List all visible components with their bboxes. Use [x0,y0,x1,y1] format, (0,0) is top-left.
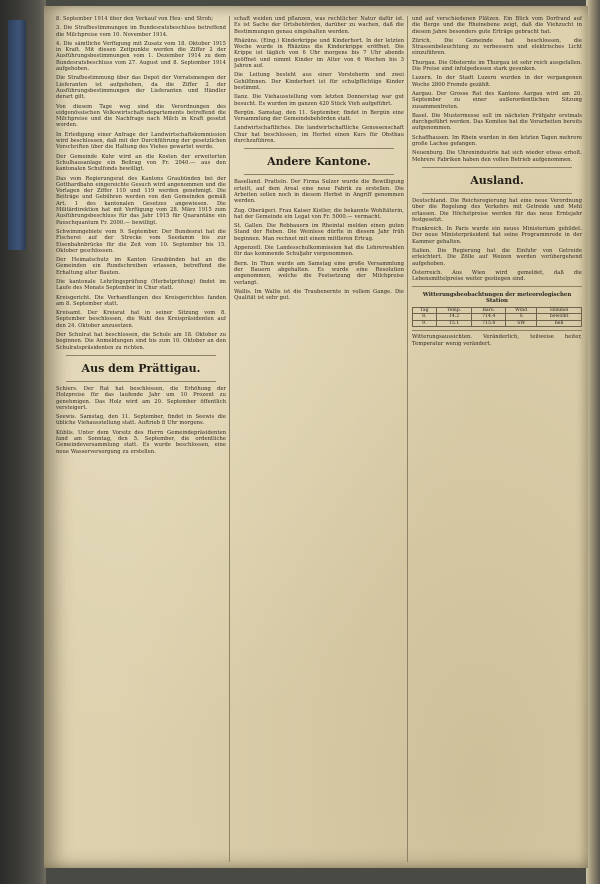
article-paragraph: Bergün. Samstag, den 11. September, findet in Bergün eine Versammlung der Gemeindebehörden statt. [234,109,404,123]
article-paragraph: Basel. Die Mustermesse soll im nächsten Frühjahr erstmals durchgeführt werden. Das Komitee hat die Vorarbeiten bereits aufgenommen. [412,112,582,132]
table-header: Himmel [537,307,582,314]
table-cell: 9. [413,320,437,327]
article-paragraph: Zug. Oberägeri. Frau Kaiser Kistler, die bekannte Wohltäterin, hat der Gemeinde ein Legat von Fr. 5000.— vermacht. [234,207,404,220]
table-header: Wind [506,307,537,314]
article-paragraph: Wallis. Im Wallis ist die Traubenernte in vollem Gange. Die Qualität ist sehr gut. [234,288,404,302]
binding-label-stripe [8,20,26,250]
table-cell: 715.8 [472,320,506,327]
article-paragraph: Bern. In Thun wurde am Samstag eine große Versammlung der Bauern abgehalten. Es wurde eine Resolution angenommen, welche die Festsetzung der Milchpreise verlangt. [234,260,404,286]
table-row [413,320,582,327]
article-paragraph: Witterungsaussichten. Veränderlich, teilweise heiter, Temperatur wenig verändert. [412,334,582,347]
article-paragraph: 4. Die sämtliche Verfügung mit Zusatz vom 18. Oktober 1915 in Kraft. Mit diesen Zeitpunkte werden die Ziffer 2 der Ausführungsbestimmungen vom 1. Dezember 1914 zu dem Bundesratsbeschluss vom 27. August und 8. September 1914 aufgehoben. [56,40,226,73]
table-header: Baro. [472,307,506,314]
section-divider [422,193,572,194]
section-divider [244,174,394,175]
article-paragraph: St. Gallen. Die Rebbauern im Rheintal melden einen guten Stand der Reben. Die Weinlese dürfte in diesem Jahr früh beginnen. Man rechnet mit einem mittleren Ertrag. [234,223,404,242]
article-paragraph: Luzern. In der Stadt Luzern wurden in der vergangenen Woche 2800 Fremde gezählt. [412,75,582,88]
article-paragraph: Ilanz. Die Viehausstellung vom letzten Donnerstag war gut besucht. Es wurden im ganzen 420 Stück Vieh aufgeführt. [234,94,404,107]
newspaper-page [44,6,588,868]
article-paragraph: schaft weiden und pflanzen, was rechtlicher Natur dafür ist. Es ist Sache der Ortsbehörden, darüber zu wachen, daß die Bestimmungen genau eingehalten werden. [234,16,404,35]
article-paragraph: Der Heimatschutz im Kanton Graubünden hat an die Gemeinden ein Rundschreiben erlassen, betreffend die Erhaltung alter Bauten. [56,257,226,276]
column-2 [234,16,404,862]
section-divider [66,381,216,382]
table-cell: bewölkt [537,314,582,321]
article-paragraph: Von diesem Tage weg sind die Verordnungen des eidgenössischen Volkswirtschaftsdepartements betreffend die Milchpreise und die Nachfrage nach Milch in Kraft gesetzt worden. [56,103,226,129]
article-paragraph: Zürich. Die Gemeinde hat beschlossen, die Strassenbeleuchtung zu verbessern und elektrisches Licht einzuführen. [412,37,582,57]
page-edge [586,0,600,884]
section-heading: Ausland. [470,173,524,187]
book-binding [0,0,46,884]
article-paragraph: Österreich. Aus Wien wird gemeldet, daß die Lebensmittelpreise weiter gestiegen sind. [412,269,582,283]
article-paragraph: Aargau. Der Grosse Rat des Kantons Aargau wird am 20. September zu einer außerordentlichen Sitzung zusammentreten. [412,90,582,110]
table-cell: 8. [413,314,437,321]
table-cell: S [506,314,537,321]
article-paragraph: Die Leitung besteht aus einer Vorsteherin und zwei Gehilfinnen. Der Kinderhort ist für schulpflichtige Kinder bestimmt. [234,72,404,91]
section-heading: Aus dem Prättigau. [81,361,201,375]
table-header: Temp. [436,307,472,314]
article-paragraph: Kreisgericht. Die Verhandlungen des Kreisgerichtes fanden am 8. September statt. [56,294,226,307]
article-paragraph: Italien. Die Regierung hat die Einfuhr von Getreide erleichtert. Die Zölle auf Weizen werden vorübergehend aufgehoben. [412,248,582,267]
table-cell: SW [506,320,537,327]
article-paragraph: Seewis. Samstag, den 11. September, findet in Seewis die übliche Viehausstellung statt. Auftrieb 8 Uhr morgens. [56,414,226,427]
table-cell: 714.4 [472,314,506,321]
section-divider [244,148,394,149]
section-heading: Andere Kantone. [267,155,371,169]
column-rule [229,16,230,862]
article-paragraph: Das vom Regierungsrat des Kantons Graubünden bei der Gotthardbahn eingereichte Gesuch wird angenommen und die Vorlagen der Ziffer 110 und 119 werden genehmigt. Die Beiträge und Gebühren werden von den Gemeinden gemäß Art. 1 des kantonalen Gesetzes angewiesen. Die Militärdirektion hat mit Verfügung vom 28. März 1915 zum Ausführungsbeschluss für das Jahr 1915 für Quarantäne ein Pauschquantum Fr. 2000.— bewilligt. [56,175,226,226]
table-header-row [413,307,582,314]
article-paragraph: Schaffhausen. Im Rhein wurden in den letzten Tagen mehrere große Lachse gefangen. [412,134,582,148]
article-paragraph: Der Gemeinde Kuhr wird an die Kosten der erweiterten Schulhausanlage ein Beitrag von Fr. 2040.— aus den kantonalen Schulfonds bewilligt. [56,153,226,173]
column-3 [412,16,582,862]
section-divider [66,355,216,356]
article-paragraph: und auf verschiedenen Plätzen. Ein Blick vom Dorfrand auf die Berge und die Rheinebene zeigt, daß die Viehzucht in diesem Jahre besonders gute Erträge gebracht hat. [412,16,582,35]
article-paragraph: Landwirtschaftliches. Die landwirtschaftliche Genossenschaft Chur hat beschlossen, im Herbst einen Kurs für Obstbau durchzuführen. [234,125,404,145]
article-paragraph: Baselland. Pratteln. Der Firma Sulzer wurde die Bewilligung erteilt, auf dem Areal eine neue Fabrik zu erstellen. Die Arbeiten sollen noch in diesem Herbst in Angriff genommen werden. [234,179,404,205]
article-paragraph: Thurgau. Die Obsternte im Thurgau ist sehr reich ausgefallen. Die Preise sind infolgedessen stark gesunken. [412,59,582,73]
section-divider [412,330,582,331]
article-paragraph: Die Strafbestimmung über das Depot der Vorratsmengen der Lieferanten ist aufgehoben, da die Ziffer 2 der Ausführungsbestimmungen der Lieferanten und Händler derart gilt. [56,75,226,101]
weather-table-title: Witterungsbeobachtungen der meteorologischen Station [422,291,572,304]
article-paragraph: Kreisamt. Der Kreisrat hat in seiner Sitzung vom 8. September beschlossen, die Wahl des Kreispräsidenten auf den 24. Oktober anzusetzen. [56,310,226,329]
article-paragraph: Schiers. Der Rat hat beschlossen, die Erhöhung der Holzpreise für das laufende Jahr um 10 Prozent zu genehmigen. Das Holz wird am 20. September öffentlich versteigert. [56,385,226,411]
column-1-top [56,16,226,351]
article-paragraph: Küblis. Unter dem Vorsitz des Herrn Gemeindepräsidenten fand am Sonntag, den 5. September, die ordentliche Gemeindeversammlung statt. Es wurde beschlossen, eine neue Wasserversorgung zu erstellen. [56,429,226,455]
article-paragraph: In Erledigung einer Anfrage der Landwirtschaftskommission wird beschlossen, daß mit der Durchführung der gesetzlichen Vorschriften über die Haltung des Viehes gewartet werde. [56,131,226,151]
article-paragraph: Appenzell. Die Landesschulkommission hat die Lehrerwahlen für das kommende Schuljahr vorgenommen. [234,245,404,258]
article-paragraph: 8. September 1914 über den Verkauf von Heu- und Stroh; [56,16,214,22]
article-paragraph: Der Schulrat hat beschlossen, die Schule am 18. Oktober zu beginnen. Die Anmeldungen sind bis zum 10. Oktober an den Schulratspräsidenten zu richten. [56,332,226,351]
section-divider [422,167,572,168]
table-header: Tag [413,307,437,314]
section-divider [412,286,582,287]
article-paragraph: Neuenburg. Die Uhrenindustrie hat sich wieder etwas erholt. Mehrere Fabriken haben den vollen Betrieb aufgenommen. [412,150,582,163]
weather-table [412,307,582,328]
column-rule [407,16,408,862]
table-cell: 14.2 [436,314,472,321]
article-paragraph: Schwimmgebiete vom 9. September. Der Bundesrat hat die Fischerei auf der Strecke vom Seedamm bis zur Eisenbahnbrücke für die Zeit vom 10. September bis 15. Oktober geschlossen. [56,228,226,254]
article-paragraph: Die kantonale Lehrlingsprüfung (Herbstprüfung) findet im Laufe des Monats September in Chur statt. [56,278,226,292]
article-paragraph: Rhäzüns. (Eing.) Kinderkrippe und Kinderhort. In der letzten Woche wurde in Rhäzüns die Kinderkrippe eröffnet. Die Krippe ist täglich von 6 Uhr morgens bis 7 Uhr abends geöffnet und nimmt Kinder im Alter von 6 Wochen bis 3 Jahren auf. [234,37,404,70]
column-1 [56,16,226,862]
article-paragraph: 3. Die Strafbestimmungen im Bundesratsbeschluss betreffend die Milchpreise vom 10. November 1914. [56,25,226,38]
article-paragraph: Frankreich. In Paris wurde ein neues Ministerium gebildet. Der neue Ministerpräsident hat seine Programmrede in der Kammer gehalten. [412,226,582,245]
table-cell: hell [537,320,582,327]
table-row [413,314,582,321]
article-paragraph: Deutschland. Die Reichsregierung hat eine neue Verordnung über die Regelung des Verkehrs mit Getreide und Mehl erlassen. Die Höchstpreise werden für das neue Erntejahr festgesetzt. [412,197,582,223]
table-cell: 15.1 [436,320,472,327]
